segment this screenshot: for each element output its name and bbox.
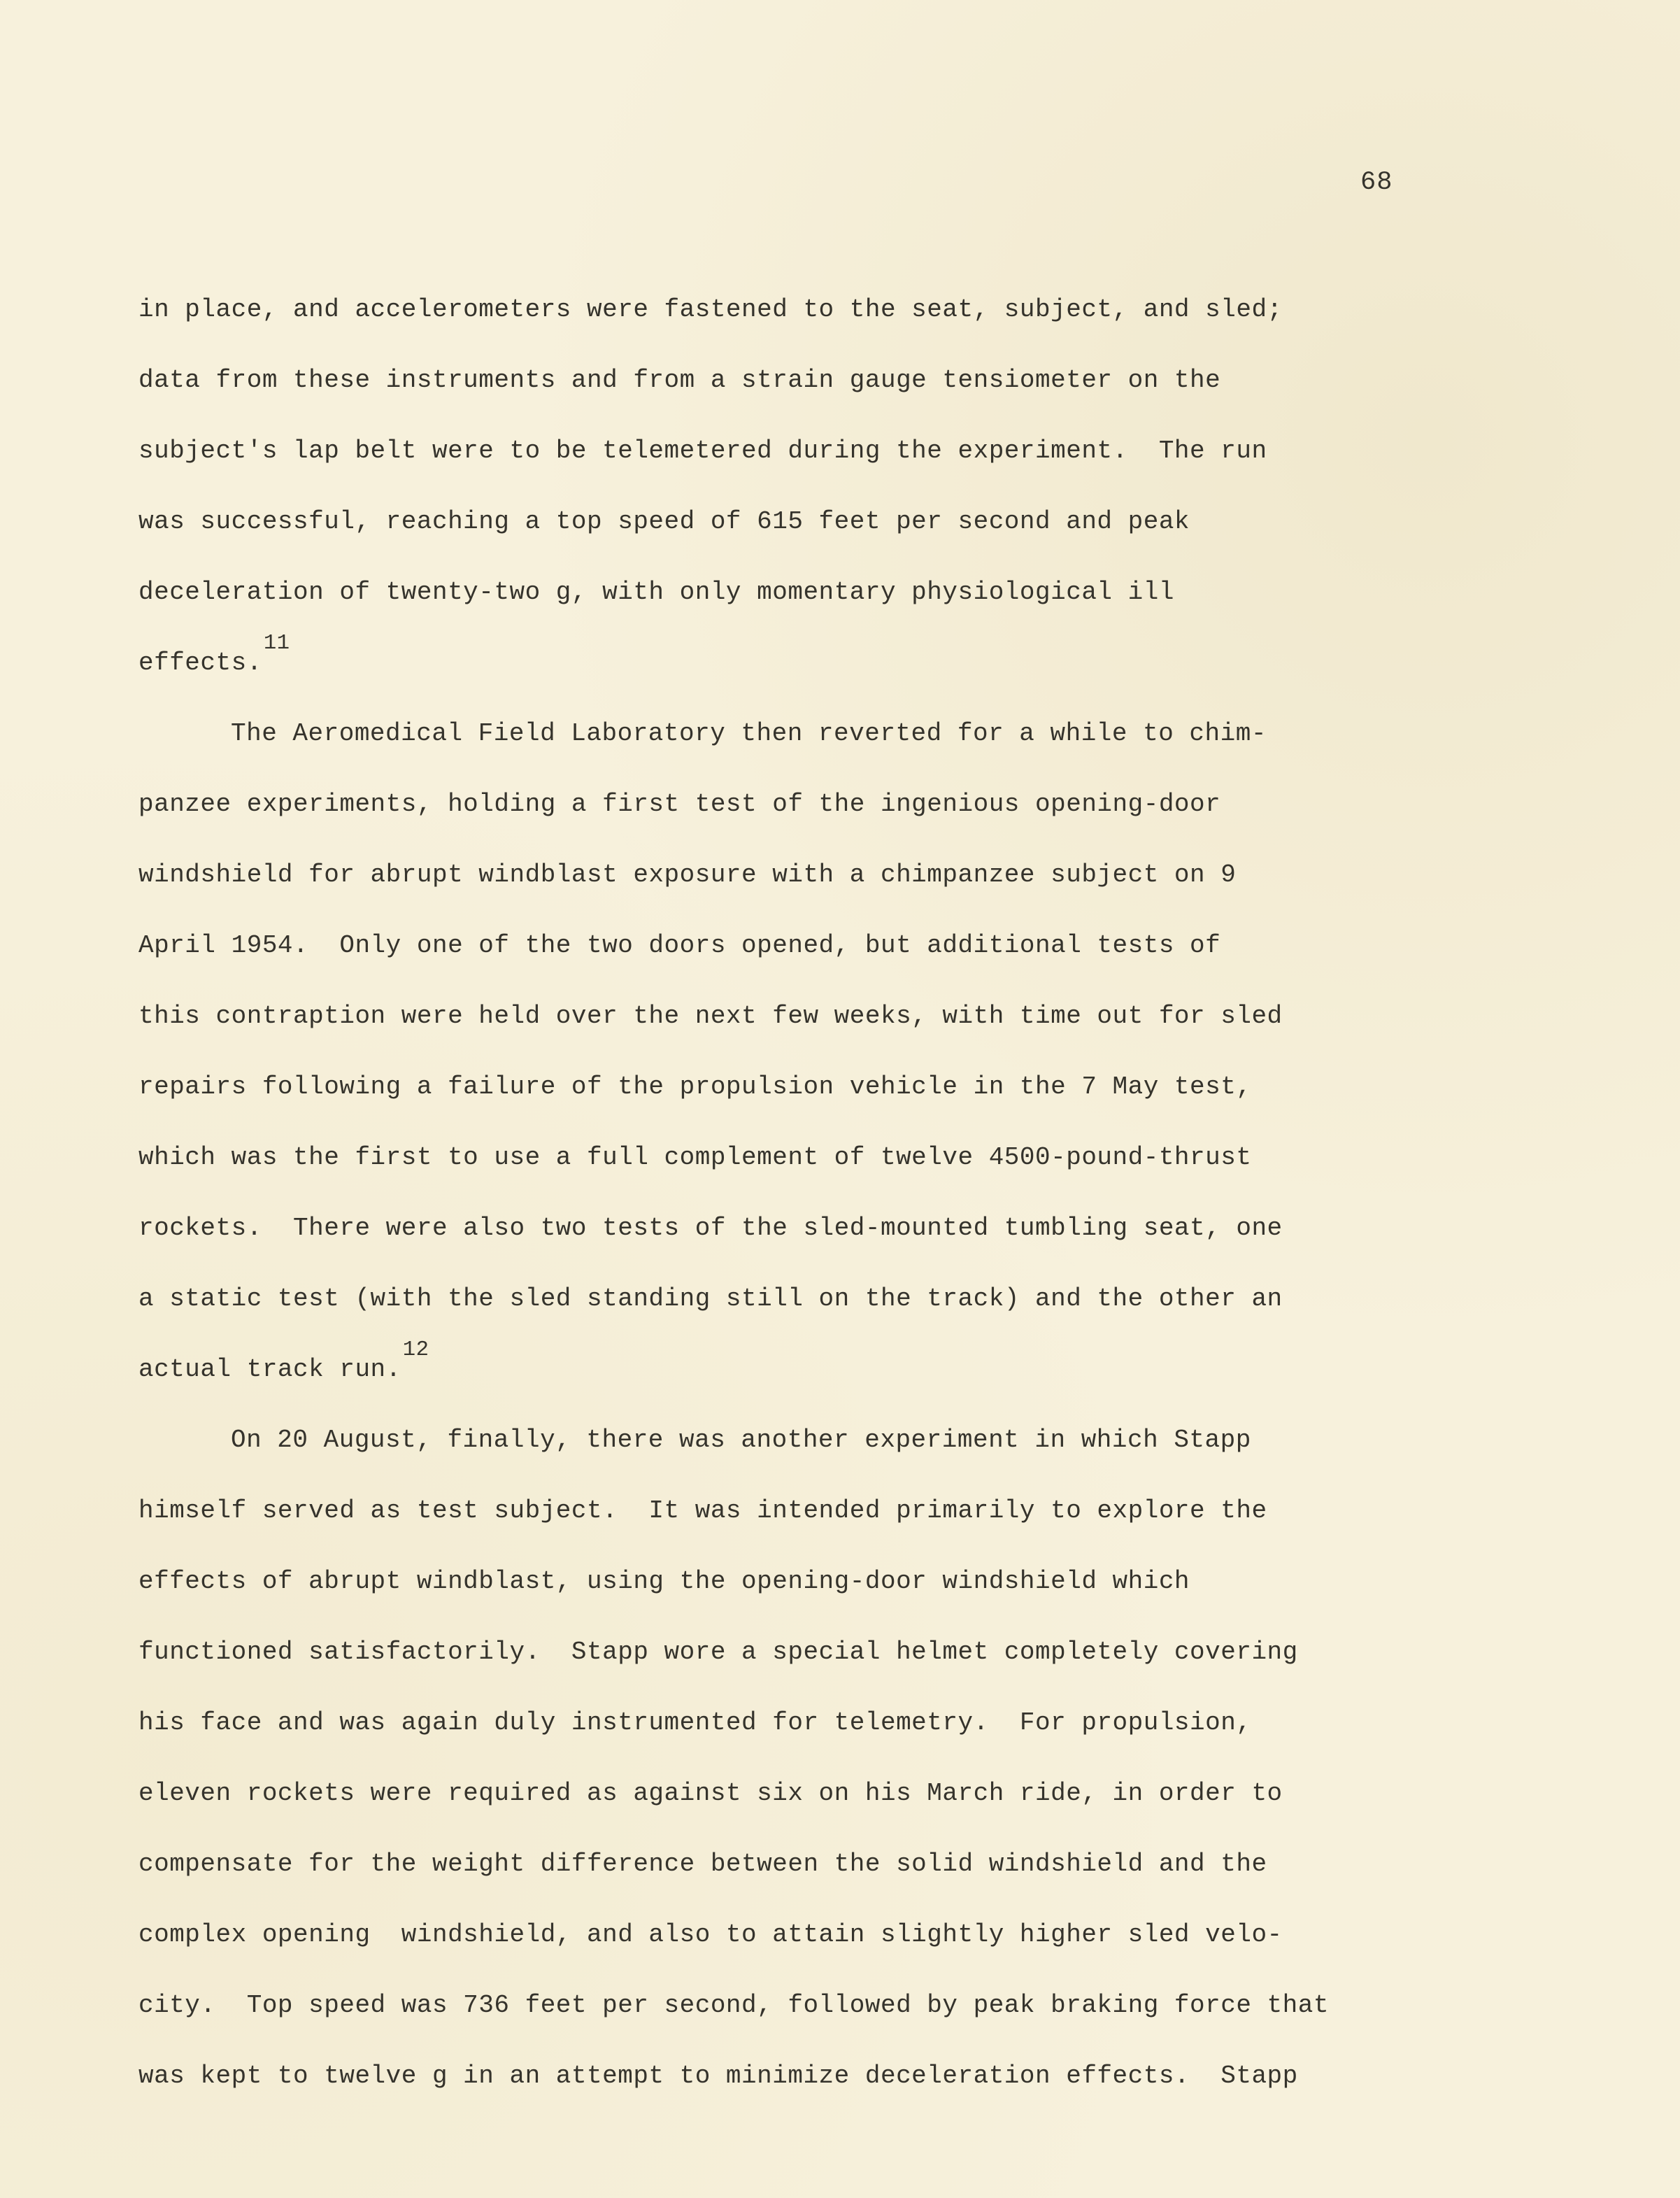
text-line: which was the first to use a full complement of twelve 4500-pound-thrust	[138, 1143, 1252, 1172]
text-line: effects of abrupt windblast, using the opening-door windshield which	[138, 1567, 1190, 1596]
text-line: complex opening windshield, and also to attain slightly higher sled velo-	[138, 1920, 1283, 1949]
text-line: city. Top speed was 736 feet per second, followed by peak braking force that	[138, 1991, 1329, 2020]
text-line: deceleration of twenty-two g, with only momentary physiological ill	[138, 578, 1174, 607]
text-line: in place, and accelerometers were fastened to the seat, subject, and sled;	[138, 295, 1283, 324]
document-body	[138, 274, 1495, 2111]
text-line: this contraption were held over the next few weeks, with time out for sled	[138, 1002, 1283, 1030]
page-number: 68	[1360, 168, 1393, 197]
text-line: compensate for the weight difference between the solid windshield and the	[138, 1850, 1267, 1878]
text-line: a static test (with the sled standing still on the track) and the other an	[138, 1284, 1283, 1313]
text-line: subject's lap belt were to be telemetered during the experiment. The run	[138, 437, 1267, 465]
text-line: was kept to twelve g in an attempt to minimize deceleration effects. Stapp	[138, 2062, 1298, 2090]
text-line: panzee experiments, holding a first test of the ingenious opening-door	[138, 790, 1221, 818]
text-line: windshield for abrupt windblast exposure with a chimpanzee subject on 9	[138, 860, 1237, 889]
text-line: actual track run.$^{12}$	[138, 1338, 429, 1384]
text-line: functioned satisfactorily. Stapp wore a special helmet completely covering	[138, 1638, 1298, 1666]
text-line: his face and was again duly instrumented for telemetry. For propulsion,	[138, 1708, 1252, 1737]
text-line: himself served as test subject. It was intended primarily to explore the	[138, 1496, 1267, 1525]
text-line: On 20 August, finally, there was another experiment in which Stapp	[231, 1426, 1251, 1454]
text-line: effects.$^{11}$	[138, 632, 290, 677]
text-line: April 1954. Only one of the two doors opened, but additional tests of	[138, 931, 1221, 960]
text-line: repairs following a failure of the propulsion vehicle in the 7 May test,	[138, 1072, 1252, 1101]
text-line: data from these instruments and from a strain gauge tensiometer on the	[138, 366, 1221, 395]
text-line: was successful, reaching a top speed of 615 feet per second and peak	[138, 507, 1190, 536]
footnote-ref: 11	[263, 632, 290, 656]
text-line: eleven rockets were required as against six on his March ride, in order to	[138, 1779, 1283, 1808]
text-line: The Aeromedical Field Laboratory then reverted for a while to chim-	[231, 719, 1267, 748]
text-line: rockets. There were also two tests of the sled-mounted tumbling seat, one	[138, 1214, 1283, 1242]
footnote-ref: 12	[402, 1338, 429, 1363]
